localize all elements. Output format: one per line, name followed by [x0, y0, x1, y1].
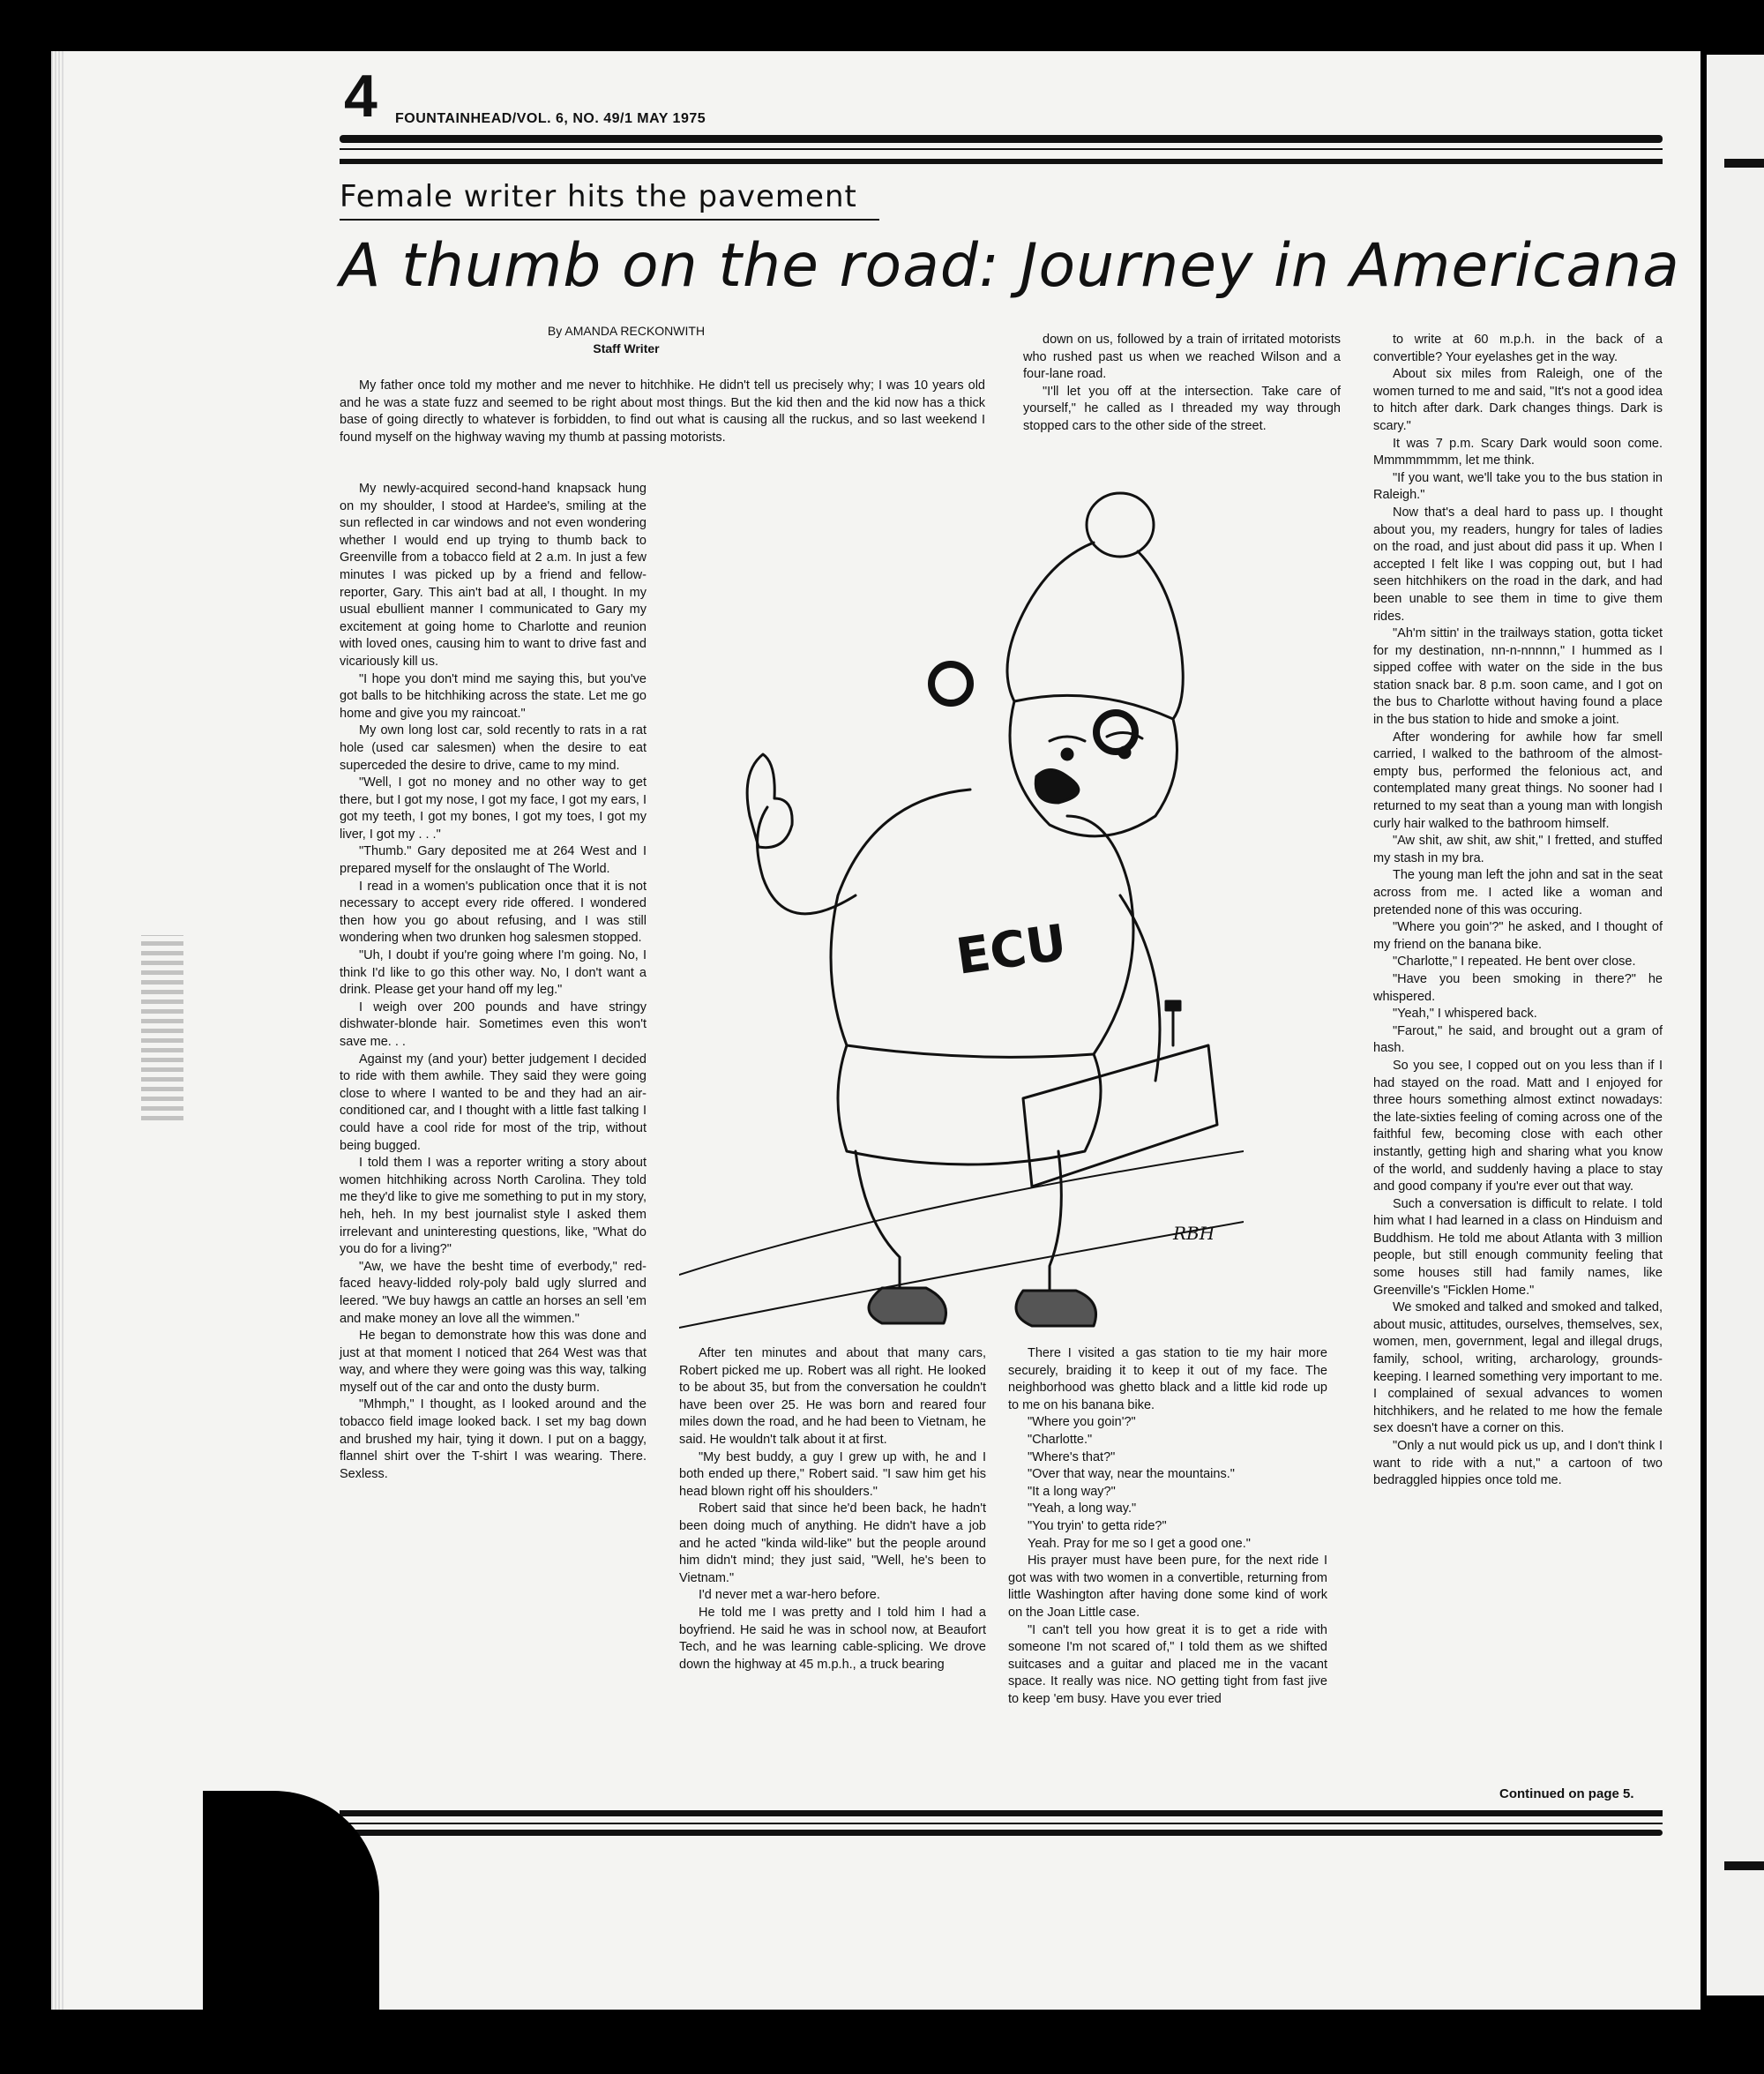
- paragraph: "Where's that?": [1028, 1449, 1116, 1464]
- paragraph: "Over that way, near the mountains.": [1028, 1467, 1235, 1482]
- earring-left: [931, 664, 970, 703]
- footer-rule-1: [340, 1810, 1663, 1816]
- header-rule-thin: [340, 148, 1663, 150]
- byline: [494, 322, 759, 357]
- header-rule-2: [340, 159, 1663, 164]
- paragraph: After wondering for awhile how far smell carried, I walked to the bathroom of the almost-empty bus, performed the felonious act, and contemplated many great things. No sooner had I returned to my seat than a young man with longish curly hair walked to the bathroom himself.: [1373, 730, 1663, 831]
- paragraph: "Well, I got no money and no other way to get there, but I got my nose, I got my face, I got my ears, I got my teeth, I got my bones, I got my toes, I got my liver, I got my . . .": [340, 775, 647, 842]
- paragraph: "Yeah, a long way.": [1028, 1501, 1137, 1516]
- paragraph: He began to demonstrate how this was done and just at that moment I noticed that 264 West was that way, and where they were going was this way, talking myself out of the car and onto the dusty burm.: [340, 1329, 647, 1395]
- paragraph: Now that's a deal hard to pass up. I thought about you, my readers, hungry for tales of ladies on the road, and just about did pass it up. When I accepted I felt like I was copping out, but I had seen hitchhikers on the road in the dark, and had been unable to see them in time to give them rides.: [1373, 505, 1663, 624]
- paragraph: "Where you goin'?": [1028, 1415, 1136, 1430]
- paragraph: down on us, followed by a train of irritated motorists who rushed past us when we reached Wilson and a four-lane road.: [1023, 333, 1341, 382]
- paragraph: My own long lost car, sold recently to rats in a rat hole (used car salesmen) when the desire to eat superceded the desire to drive, came to my mind.: [340, 723, 647, 773]
- paragraph: "Charlotte.": [1028, 1432, 1093, 1447]
- column-3-top: [1023, 332, 1341, 436]
- illustrator-signature: RBH: [1173, 1223, 1215, 1244]
- suitcase: [1023, 1045, 1217, 1187]
- article-headline: A thumb on the road: Journey in Americana: [340, 231, 1680, 301]
- paragraph: "My best buddy, a guy I grew up with, he and I both ended up there," Robert said. "I saw him get his head blown right off his shoulders.": [679, 1449, 986, 1499]
- adjacent-page: [1707, 55, 1764, 1995]
- page-number: 4: [344, 63, 377, 130]
- article-kicker: Female writer hits the pavement: [340, 179, 857, 214]
- shirt-text: ECU: [953, 914, 1070, 986]
- paragraph: Against my (and your) better judgement I decided to ride with them awhile. They said they were going close to where I wanted to be and they had an air-conditioned car, and I thought with a little fast talking I could have a cool ride for most of the trip, without being bugged.: [340, 1052, 647, 1153]
- paragraph: "Charlotte," I repeated. He bent over close.: [1393, 955, 1636, 970]
- continued-note: Continued on page 5.: [1499, 1786, 1634, 1801]
- hitchhiker-cartoon-illustration: [679, 481, 1244, 1336]
- shirt: [831, 790, 1133, 1057]
- raised-thumb: [747, 754, 792, 848]
- reader-thumb: [203, 1791, 379, 2074]
- header-rule-thick: [340, 135, 1663, 143]
- paragraph: "Aw shit, aw shit, aw shit," I fretted, and stuffed my stash in my bra.: [1373, 834, 1663, 865]
- paragraph: to write at 60 m.p.h. in the back of a convertible? Your eyelashes get in the way.: [1373, 333, 1663, 364]
- paragraph: There I visited a gas station to tie my hair more securely, braiding it to keep it out of my face. The neighborhood was ghetto black and a little kid rode up to me on his banana bike.: [1008, 1346, 1327, 1412]
- paragraph: After ten minutes and about that many cars, Robert picked me up. Robert was all right. He looked to be about 35, but from the conversation he couldn't have been over 25. He was born and reared four miles down the road, and he had been to Vietnam, he said. He wouldn't talk about it at first.: [679, 1346, 986, 1447]
- paragraph: I told them I was a reporter writing a story about women hitchhiking across North Carolina. They told me they'd like to give me something to put in my story, heh, heh. In my best journalist style I asked them irrelevant and uninteresting questions, like, "What do you do for a living?": [340, 1156, 647, 1257]
- paragraph: "Yeah," I whispered back.: [1393, 1007, 1537, 1022]
- footer-rule-3: [340, 1830, 1663, 1836]
- paragraph: My newly-acquired second-hand knapsack hung on my shoulder, I stood at Hardee's, smiling at the sun reflected in car windows and not even wondering whether I would end up trying to thumb back to Greenville from a tobacco field at 2 a.m. In just a few minutes I was picked up by a friend and fellow-reporter, Gary. This ain't bad at all, I thought. In my usual ebullient manner I communicated to Gary my excitement at going home to Charlotte and reunion with loved ones, causing him to want to drive fast and vicariously kill us.: [340, 482, 647, 669]
- hair-bun: [1087, 493, 1154, 557]
- paragraph: "Uh, I doubt if you're going where I'm going. No, I think I'd like to go this other way. No, I don't want a drink. Please get your hand off my leg.": [340, 948, 647, 998]
- byline-role: Staff Writer: [593, 341, 660, 356]
- paragraph: He told me I was pretty and I told him I had a boyfriend. He said he was in school now, at Beaufort Tech, and he was learning cable-splicing. We drove down the highway at 45 m.p.h., a truck bearing: [679, 1605, 986, 1672]
- kicker-underline: [340, 219, 879, 221]
- column-3-bottom: [1008, 1345, 1327, 1708]
- paragraph: Robert said that since he'd been back, he hadn't been doing much of anything. He didn't have a job and he acted "kinda wild-like" but the people around him didn't mind; they just said, "Well, he's been to Vietnam.": [679, 1501, 986, 1585]
- folio-line: FOUNTAINHEAD/VOL. 6, NO. 49/1 MAY 1975: [395, 111, 706, 126]
- paragraph: "Ah'm sittin' in the trailways station, gotta ticket for my destination, nn-n-nnnnn," I hummed as I sipped coffee with water on the side in the bus station snack bar. 8 p.m. soon came, and I got on the bus to Charlotte without having found a place in the bus station to hide and smoke a joint.: [1373, 626, 1663, 728]
- paragraph: "I can't tell you how great it is to get a ride with someone I'm not scared of," I told them as we shifted suitcases and a guitar and placed me in the vacant space. It really was nice. NO getting tight from fast jive to keep 'em busy. Have you ever tried: [1008, 1622, 1327, 1706]
- paragraph: "You tryin' to getta ride?": [1028, 1518, 1167, 1533]
- paragraph: "Have you been smoking in there?" he whispered.: [1373, 971, 1663, 1004]
- paragraph: "I hope you don't mind me saying this, but you've got balls to be hitchhiking across the state. Let me go home and give you my raincoat.": [340, 671, 647, 721]
- face: [1010, 695, 1177, 836]
- paragraph: I'd never met a war-hero before.: [699, 1588, 880, 1603]
- paragraph: "Thumb." Gary deposited me at 264 West and I prepared myself for the onslaught of The World.: [340, 844, 647, 877]
- adjacent-page-rule: [1724, 159, 1764, 168]
- column-4: [1373, 332, 1663, 1490]
- paragraph: We smoked and talked and smoked and talked, about music, attitudes, ourselves, themselves, sex, women, men, government, legal and illegal drugs, family, school, writing, archarology, grounds-keeping. I learned something very important to me. I complained of sexual advances to women hitchhikers, and he related to me how the female sex doesn't have a corner on this.: [1373, 1300, 1663, 1436]
- column-2: [679, 1345, 986, 1673]
- paragraph: "It a long way?": [1028, 1484, 1116, 1499]
- paragraph: "Mhmph," I thought, as I looked around and the tobacco field image looked back. I set my bag down and brushed my hair, tying it down. I put on a baggy, flannel shirt over the T-shirt I was wearing. There. Sexless.: [340, 1397, 647, 1481]
- page-stack-edge: [51, 51, 64, 2010]
- paragraph: It was 7 p.m. Scary Dark would soon come. Mmmmmmmm, let me think.: [1373, 436, 1663, 468]
- footer-rule-2: [340, 1823, 1663, 1824]
- paragraph: His prayer must have been pure, for the next ride I got was with two women in a convertible, returning from little Washington after having done some kind of work on the Joan Little case.: [1008, 1554, 1327, 1620]
- paragraph: "Where you goin'?" he asked, and I thought of my friend on the banana bike.: [1373, 920, 1663, 952]
- paragraph: "If you want, we'll take you to the bus station in Raleigh.": [1373, 470, 1663, 503]
- paragraph: "Farout," he said, and brought out a gram of hash.: [1373, 1023, 1663, 1056]
- column-1: [340, 481, 647, 1483]
- library-stamp: [141, 935, 183, 1120]
- byline-author: By AMANDA RECKONWITH: [547, 324, 706, 338]
- mouth: [1035, 770, 1079, 804]
- adjacent-page-rule-bottom: [1724, 1861, 1764, 1870]
- paragraph: "I'll let you off at the intersection. Take care of yourself," he called as I threaded my way through stopped cars to the other side of the street.: [1023, 384, 1341, 433]
- lead-paragraph: My father once told my mother and me never to hitchhike. He didn't tell us precisely why; I was 10 years old and he was a state fuzz and seemed to be right about most things. But the kid then and the kid now has a thick base of going directly to whatever is forbidden, to find out what is causing all the ruckus, and so last weekend I found myself on the highway waving my thumb at passing motorists.: [340, 378, 985, 445]
- paragraph: So you see, I copped out on you less than if I had stayed on the road. Matt and I enjoyed for three hours something almost extinct nowadays: the late-sixties feeling of coming across one of the faithful few, becoming close with each other instantly, getting high and sharing what you know of the world, and suddenly having a place to stay and good company if you're ever out that way.: [1373, 1058, 1663, 1194]
- paragraph: Yeah. Pray for me so I get a good one.": [1028, 1536, 1251, 1551]
- paragraph: Such a conversation is difficult to relate. I told him what I had learned in a class on Hinduism and Buddhism. He told me about Atlanta with 3 million people, but still enough community feeling that some houses still had family names, like Greenville's "Ficklen Home.": [1373, 1196, 1663, 1298]
- paragraph: "Aw, we have the besht time of everbody," red-faced heavy-lidded roly-poly bald ugly slurred and leered. "We buy hawgs an cattle an horses an sell 'em and make money an love all the wimmen.": [340, 1259, 647, 1326]
- paragraph: I read in a women's publication once that it is not necessary to accept every ride offered. I wondered then how you go about refusing, and I was still wondering when two drunken hog salesmen stopped.: [340, 879, 647, 946]
- paragraph: The young man left the john and sat in the seat across from me. I acted like a woman and pretended none of this was occuring.: [1373, 868, 1663, 917]
- paragraph: About six miles from Raleigh, one of the women turned to me and said, "It's not a good idea to hitch after dark. Dark changes things. Dark is scary.": [1373, 367, 1663, 433]
- paragraph: "Only a nut would pick us up, and I don't think I want to ride with a nut," a cartoon of two bedraggled hippies once told me.: [1373, 1439, 1663, 1488]
- paragraph: I weigh over 200 pounds and have stringy dishwater-blonde hair. Sometimes even this won't save me. . .: [340, 1000, 647, 1049]
